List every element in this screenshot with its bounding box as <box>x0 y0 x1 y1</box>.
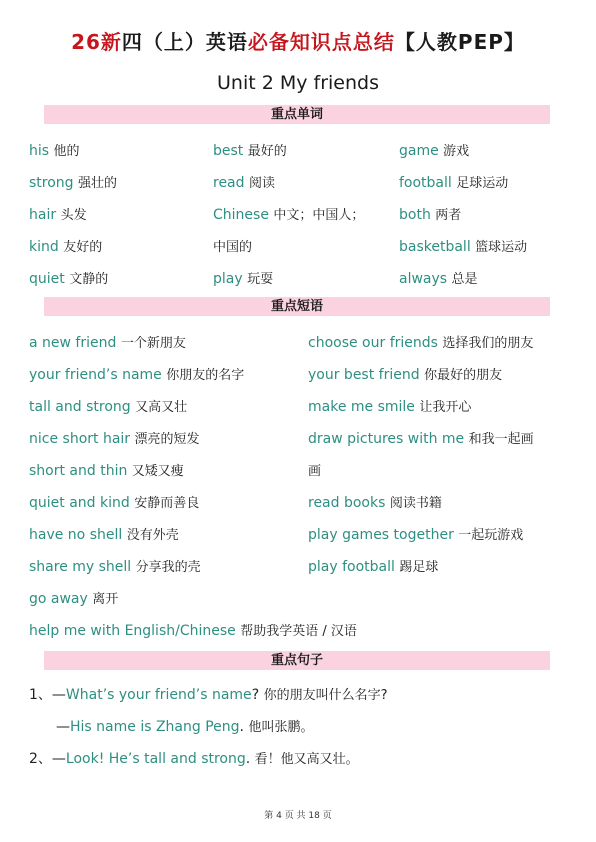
word-item: Chinese 中文；中国人； <box>213 207 365 223</box>
sentence-item: 1、—What’s your friend’s name? 你的朋友叫什么名字? <box>29 687 388 703</box>
unit-title: Unit 2 My friends <box>217 72 379 94</box>
word-item: his 他的 <box>29 143 80 159</box>
phrase-item: choose our friends 选择我们的朋友 <box>308 335 534 351</box>
phrase-item: short and thin 又矮又瘦 <box>29 463 184 479</box>
phrase-item: go away 离开 <box>29 591 119 607</box>
word-item: hair 头发 <box>29 207 87 223</box>
phrase-item: have no shell 没有外壳 <box>29 527 179 543</box>
sentence-item: 2、—Look! He’s tall and strong. 看！他又高又壮。 <box>29 751 359 767</box>
phrase-item: nice short hair 漂亮的短发 <box>29 431 200 447</box>
section-header-sentences: 重点句子 <box>44 651 550 670</box>
word-item: quiet 文静的 <box>29 271 109 287</box>
word-item: basketball 篮球运动 <box>399 239 528 255</box>
phrase-item: your friend’s name 你朋友的名字 <box>29 367 245 383</box>
section-header-words: 重点单词 <box>44 105 550 124</box>
word-item: game 游戏 <box>399 143 470 159</box>
word-item: 中国的 <box>213 240 253 255</box>
phrase-item-continuation: 画 <box>308 464 322 479</box>
phrase-item: quiet and kind 安静而善良 <box>29 495 200 511</box>
word-item: best 最好的 <box>213 143 287 159</box>
word-item: football 足球运动 <box>399 175 509 191</box>
word-item: strong 强壮的 <box>29 175 118 191</box>
phrase-item: a new friend 一个新朋友 <box>29 335 186 351</box>
phrase-item: make me smile 让我开心 <box>308 399 472 415</box>
title-grade: 26新 <box>71 30 122 54</box>
word-item: kind 友好的 <box>29 239 103 255</box>
title-edition: 【人教PEP】 <box>394 30 525 54</box>
document-title <box>0 26 596 55</box>
title-subject: 四（上）英语 <box>121 30 248 54</box>
phrase-item: read books 阅读书籍 <box>308 495 442 511</box>
phrase-item-full-width: help me with English/Chinese 帮助我学英语 / 汉语 <box>29 623 357 639</box>
word-item: both 两者 <box>399 207 462 223</box>
phrase-item: share my shell 分享我的壳 <box>29 559 201 575</box>
word-item: always 总是 <box>399 271 478 287</box>
phrase-item: draw pictures with me 和我一起画 <box>308 431 534 447</box>
page-footer: 第 4 页 共 18 页 <box>264 811 332 821</box>
title-topic: 必备知识点总结 <box>247 30 395 54</box>
sentence-item: —His name is Zhang Peng. 他叫张鹏。 <box>56 719 314 735</box>
word-item: play 玩耍 <box>213 271 274 287</box>
word-item: read 阅读 <box>213 175 275 191</box>
section-header-phrases: 重点短语 <box>44 297 550 316</box>
phrase-item: play games together 一起玩游戏 <box>308 527 524 543</box>
phrase-item: play football 踢足球 <box>308 559 439 575</box>
phrase-item: your best friend 你最好的朋友 <box>308 367 503 383</box>
phrase-item: tall and strong 又高又壮 <box>29 399 188 415</box>
